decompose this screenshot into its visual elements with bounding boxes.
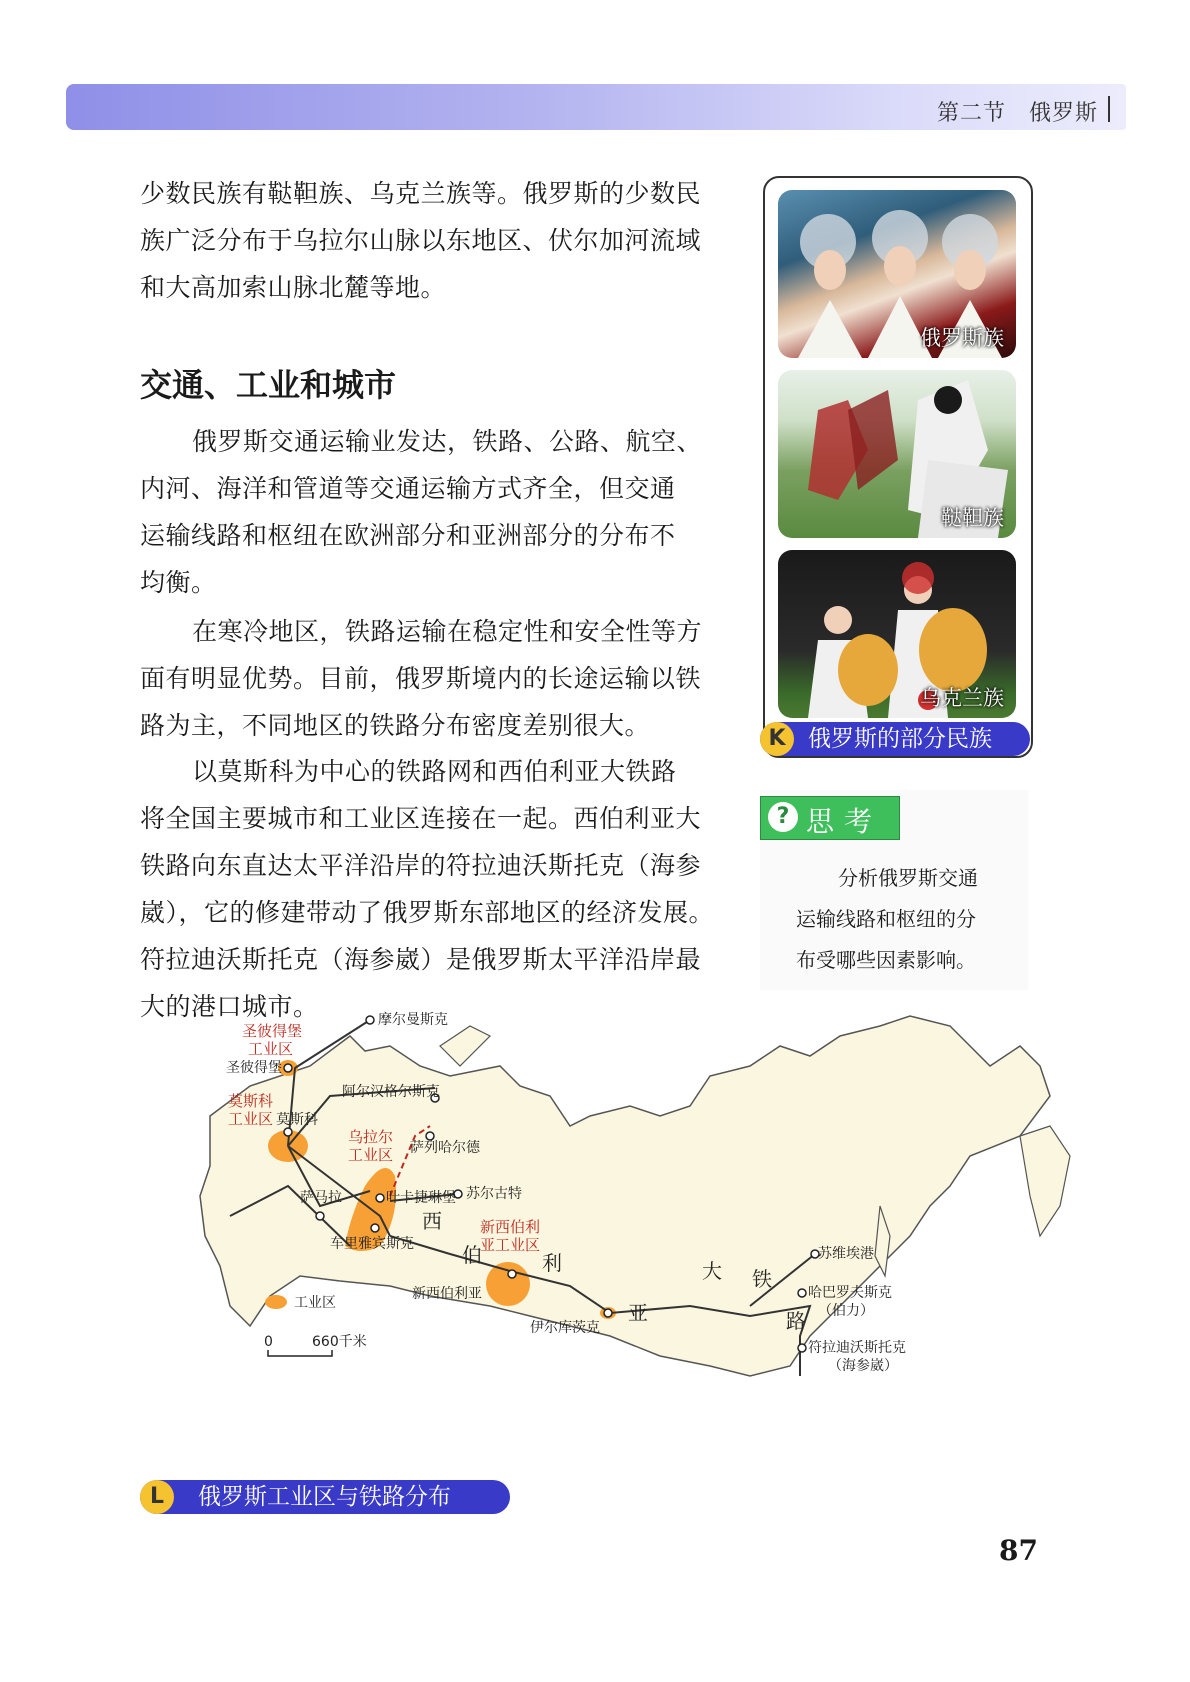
- legend-industrial-swatch: [265, 1295, 287, 1309]
- text-line: 在寒冷地区，铁路运输在稳定性和安全性等方: [192, 617, 703, 646]
- map-label-novosib-industrial: 亚工业区: [480, 1236, 541, 1254]
- text-line: 以莫斯科为中心的铁路网和西伯利亚大铁路: [192, 757, 677, 786]
- map-label-railway-char: 亚: [628, 1301, 648, 1325]
- text-line: 少数民族有鞑靼族、乌克兰族等。俄罗斯的少数民: [140, 179, 702, 208]
- map-label-moscow: 莫斯科: [276, 1112, 318, 1128]
- photo-russian: [778, 190, 1016, 358]
- text-line: 族广泛分布于乌拉尔山脉以东地区、伏尔加河流域: [140, 226, 702, 255]
- intro-paragraph: [140, 170, 720, 311]
- city-dot-irkutsk: [604, 1309, 612, 1317]
- map-label-railway-char: 利: [542, 1251, 562, 1275]
- map-label-arkhangelsk: 阿尔汉格尔斯克: [342, 1084, 440, 1100]
- city-dot-khabarovsk: [798, 1289, 806, 1297]
- map-label-novosib-industrial: 新西伯利: [480, 1218, 541, 1236]
- city-dot-samara: [316, 1212, 324, 1220]
- caption-k: [760, 722, 1030, 756]
- text-line: 和大高加索山脉北麓等地。: [140, 273, 447, 302]
- map-label-vladivostok-alt: （海参崴）: [828, 1358, 898, 1374]
- text-line: 符拉迪沃斯托克（海参崴）是俄罗斯太平洋沿岸最: [140, 945, 702, 974]
- map-label-railway-char: 大: [702, 1259, 722, 1283]
- photo-label: 俄罗斯族: [920, 326, 1004, 350]
- caption-text: 俄罗斯工业区与铁路分布: [198, 1484, 451, 1510]
- header-divider: [1108, 96, 1110, 122]
- page-header-title: 第二节 俄罗斯: [936, 101, 1098, 126]
- industrial-region-novosibirsk: [486, 1262, 530, 1306]
- text-line: 运输线路和枢纽在欧洲部分和亚洲部分的分布不: [140, 521, 676, 550]
- scale-zero: 0: [264, 1334, 273, 1350]
- city-dot-murmansk: [366, 1016, 374, 1024]
- city-dot-yekaterinburg: [376, 1194, 384, 1202]
- caption-l: [140, 1480, 510, 1514]
- text-line: 将全国主要城市和工业区连接在一起。西伯利亚大: [140, 804, 702, 833]
- map-label-railway-char: 西: [422, 1209, 442, 1233]
- city-dot-stpetersburg: [284, 1064, 292, 1072]
- city-dot-chelyabinsk: [371, 1224, 379, 1232]
- kamchatka: [1020, 1126, 1070, 1236]
- photo-label: 乌克兰族: [920, 686, 1004, 710]
- map-label-murmansk: 摩尔曼斯克: [378, 1012, 448, 1028]
- map-label-samara: 萨马拉: [300, 1190, 342, 1206]
- city-dot-moscow: [284, 1128, 292, 1136]
- map-label-stpetersburg: 圣彼得堡: [226, 1060, 282, 1076]
- map-label-surgut: 苏尔古特: [466, 1186, 522, 1202]
- text-line: 大的港口城市。: [140, 992, 319, 1021]
- map-label-stpete-industrial: 圣彼得堡: [242, 1022, 303, 1040]
- map-label-railway-char: 伯: [462, 1243, 482, 1267]
- text-line: 面有明显优势。目前，俄罗斯境内的长途运输以铁: [140, 664, 702, 693]
- photo-tatar: [778, 370, 1016, 538]
- map-label-salekhard: 萨列哈尔德: [410, 1140, 480, 1156]
- text-line: 布受哪些因素影响。: [796, 948, 976, 972]
- think-text: [796, 858, 1006, 981]
- novaya-zemlya: [440, 1026, 490, 1066]
- text-line: 崴），它的修建带动了俄罗斯东部地区的经济发展。: [140, 898, 715, 927]
- map-label-ural-industrial: 乌拉尔: [348, 1128, 394, 1146]
- city-dot-salekhard: [426, 1132, 434, 1140]
- caption-letter-badge: K: [760, 722, 794, 756]
- map-label-yekaterinburg: 叶卡捷琳堡: [386, 1190, 456, 1206]
- text-line: 路为主，不同地区的铁路分布密度差别很大。: [140, 711, 651, 740]
- map-label-stpete-industrial: 工业区: [248, 1040, 294, 1058]
- map-label-khabarovsk: 哈巴罗夫斯克: [808, 1285, 892, 1301]
- map-label-chelyabinsk: 车里雅宾斯克: [330, 1236, 414, 1252]
- section-heading: 交通、工业和城市: [140, 366, 397, 404]
- paragraph-railway: [140, 608, 720, 749]
- map-label-novosibirsk: 新西伯利亚: [412, 1286, 482, 1302]
- paragraph-siberian-railway: [140, 748, 720, 1030]
- map-label-irkutsk: 伊尔库茨克: [530, 1320, 600, 1336]
- caption-letter-badge: L: [140, 1480, 174, 1514]
- russia-map: [190, 1006, 1120, 1476]
- think-title: 思考: [806, 805, 883, 838]
- legend-industrial-label: 工业区: [294, 1295, 336, 1311]
- map-label-moscow-industrial: 工业区: [228, 1110, 274, 1128]
- scale-bar: [268, 1350, 332, 1356]
- text-line: 分析俄罗斯交通: [838, 866, 978, 890]
- text-line: 俄罗斯交通运输业发达，铁路、公路、航空、: [192, 427, 703, 456]
- map-label-sovetskaya-gavan: 苏维埃港: [818, 1246, 874, 1262]
- map-label-railway-char: 路: [786, 1309, 806, 1333]
- city-dot-vladivostok: [798, 1344, 806, 1352]
- map-label-moscow-industrial: 莫斯科: [228, 1092, 274, 1110]
- map-label-khabarovsk-alt: （伯力）: [818, 1303, 874, 1319]
- scale-distance: 660千米: [312, 1334, 367, 1350]
- text-line: 均衡。: [140, 568, 217, 597]
- paragraph-transport: [140, 418, 720, 606]
- text-line: 内河、海洋和管道等交通运输方式齐全，但交通: [140, 474, 676, 503]
- map-label-ural-industrial: 工业区: [348, 1146, 394, 1164]
- photo-label: 鞑靼族: [941, 506, 1004, 530]
- text-line: 铁路向东直达太平洋沿岸的符拉迪沃斯托克（海参: [140, 851, 702, 880]
- text-line: 运输线路和枢纽的分: [796, 907, 976, 931]
- city-dot-novosibirsk: [508, 1270, 516, 1278]
- map-label-railway-char: 铁: [752, 1267, 772, 1291]
- caption-text: 俄罗斯的部分民族: [808, 726, 992, 752]
- question-icon: ?: [768, 802, 798, 832]
- map-label-vladivostok: 符拉迪沃斯托克: [808, 1340, 906, 1356]
- photo-ukrainian: [778, 550, 1016, 718]
- page-number: 87: [999, 1534, 1038, 1567]
